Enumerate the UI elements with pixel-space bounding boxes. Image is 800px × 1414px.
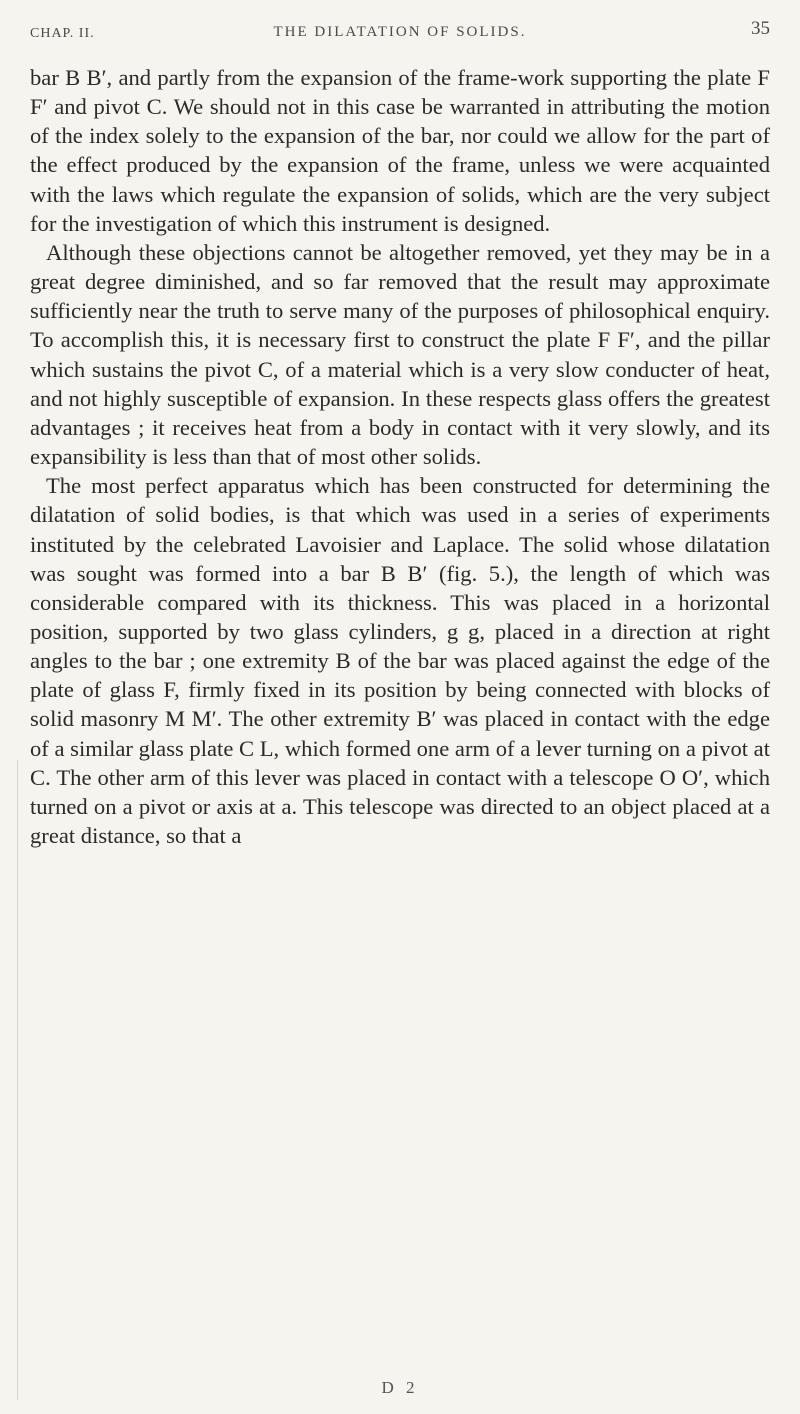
paragraph-1: bar B B′, and partly from the expansion of the frame-work supporting the plate F F′ and pivot C. We should not in this case be warranted in attributing the motion of the index solely to the expansion of the bar, nor could we allow for the part of the effect produced by the expansion of the frame, unless we were acquainted with the laws which regulate the expansion of solids, which are the very subject for the investigation of which this instrument is designed. xyxy=(30,65,770,236)
page-title: THE DILATATION OF SOLIDS. xyxy=(273,24,527,40)
page-number: 35 xyxy=(751,18,770,39)
body-text xyxy=(30,63,770,850)
gutter-line xyxy=(17,760,18,1400)
paragraph-3: The most perfect apparatus which has been constructed for determining the dilatation of solid bodies, is that which was used in a series of experiments instituted by the celebrated Lavoisier and Laplace. The solid whose dilatation was sought was formed into a bar B B′ (fig. 5.), the length of which was considerable compared with its thickness. This was placed in a horizontal position, supported by two glass cylinders, g g, placed in a direction at right angles to the bar ; one extremity B of the bar was placed against the edge of the plate of glass F, firmly fixed in its position by being connected with blocks of solid masonry M M′. The other extremity B′ was placed in contact with the edge of a similar glass plate C L, which formed one arm of a lever turning on a pivot at C. The other arm of this lever was placed in contact with a telescope O O′, which turned on a pivot or axis at a. This telescope was directed to an object placed at a great distance, so that a xyxy=(30,473,770,849)
chapter-label: CHAP. II. xyxy=(30,26,95,41)
running-head xyxy=(30,18,770,44)
signature-mark: D 2 xyxy=(381,1378,419,1397)
paragraph-2: Although these objections cannot be altogether removed, yet they may be in a great degree diminished, and so far removed that the result may approximate sufficiently near the truth to serve many of the purposes of philosophical enquiry. To accomplish this, it is necessary first to construct the plate F F′, and the pillar which sustains the pivot C, of a material which is a very slow conducter of heat, and not highly susceptible of expansion. In these respects glass offers the greatest advantages ; it receives heat from a body in contact with it very slowly, and its expansibility is less than that of most other solids. xyxy=(30,239,770,470)
